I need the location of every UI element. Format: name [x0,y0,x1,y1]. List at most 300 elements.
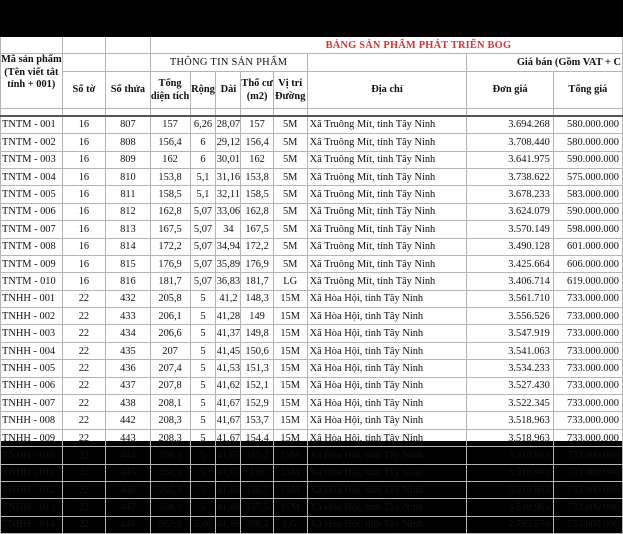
cell-total-area[interactable]: 208,3 [150,481,190,498]
table-row[interactable] [1,360,623,377]
cell-total-price[interactable]: 733.000.000 [553,360,622,377]
cell-residential[interactable]: 149 [241,308,273,325]
cell-location[interactable]: 5M [273,134,307,151]
cell-total-area[interactable]: 262,2 [150,516,190,533]
cell-width[interactable]: 5,07 [190,273,216,290]
cell-address[interactable]: Xã Hòa Hội, tỉnh Tây Ninh [307,290,467,307]
cell-so-to[interactable]: 16 [62,116,106,134]
cell-total-price[interactable]: 733.000.000 [553,325,622,342]
cell-width[interactable]: 5 [190,308,216,325]
table-row[interactable] [1,342,623,359]
cell-length[interactable]: 41,68 [216,481,241,498]
cell-location[interactable]: 15M [273,499,307,516]
header-cell[interactable] [307,54,467,71]
cell-total-price[interactable]: 606.000.000 [553,255,622,272]
header-length[interactable]: Dài [216,71,241,108]
cell-so-to[interactable]: 22 [62,464,106,481]
header-product-code[interactable] [1,54,63,108]
header-cell[interactable] [106,54,150,71]
cell-product-code[interactable]: TNHH - 006 [1,377,63,394]
cell-unit-price[interactable]: 2.795.576 [467,516,553,533]
cell-width[interactable]: 5,07 [190,255,216,272]
gap-cell[interactable] [62,108,106,116]
cell-total-area[interactable]: 167,5 [150,221,190,238]
cell-so-to[interactable]: 16 [62,238,106,255]
gap-cell[interactable] [467,108,553,116]
cell-total-area[interactable]: 153,8 [150,168,190,185]
cell-product-code[interactable]: TNTM - 008 [1,238,63,255]
cell-address[interactable]: Xã Hòa Hội, tỉnh Tây Ninh [307,516,467,533]
cell-address[interactable]: Xã Truông Mít, tỉnh Tây Ninh [307,151,467,168]
cell-unit-price[interactable]: 3.570.149 [467,221,553,238]
cell-address[interactable]: Xã Hòa Hội, tỉnh Tây Ninh [307,308,467,325]
header-cell[interactable] [106,37,150,54]
header-width[interactable]: Rộng [190,71,216,108]
cell-so-to[interactable]: 22 [62,325,106,342]
cell-product-code[interactable]: TNTM - 010 [1,273,63,290]
cell-width[interactable]: 5 [190,342,216,359]
cell-location[interactable]: 15M [273,360,307,377]
cell-residential[interactable]: 158,5 [241,186,273,203]
cell-width[interactable]: 5 [190,412,216,429]
cell-product-code[interactable]: TNHH - 012 [1,481,63,498]
cell-total-price[interactable]: 575.000.000 [553,168,622,185]
cell-address[interactable]: Xã Hòa Hội, tỉnh Tây Ninh [307,447,467,464]
cell-product-code[interactable]: TNTM - 002 [1,134,63,151]
cell-product-code[interactable]: TNTM - 006 [1,203,63,220]
cell-length[interactable]: 31,16 [216,168,241,185]
table-row[interactable] [1,290,623,307]
cell-length[interactable]: 28,07 [216,116,241,134]
cell-total-price[interactable]: 580.000.000 [553,116,622,134]
cell-location[interactable]: 5M [273,238,307,255]
cell-residential[interactable]: 176,9 [241,255,273,272]
cell-address[interactable]: Xã Hòa Hội, tỉnh Tây Ninh [307,464,467,481]
cell-width[interactable]: 5 [190,447,216,464]
cell-width[interactable]: 5,06 [190,516,216,533]
cell-width[interactable]: 5 [190,499,216,516]
cell-residential[interactable]: 157 [241,116,273,134]
cell-so-to[interactable]: 22 [62,290,106,307]
cell-location[interactable]: 5M [273,151,307,168]
cell-location[interactable]: 15M [273,447,307,464]
cell-length[interactable]: 34 [216,221,241,238]
cell-residential[interactable]: 167,5 [241,221,273,238]
cell-total-area[interactable]: 207,4 [150,360,190,377]
table-row[interactable] [1,203,623,220]
cell-unit-price[interactable]: 3.534.233 [467,360,553,377]
cell-so-to[interactable]: 22 [62,429,106,446]
cell-product-code[interactable]: TNTM - 003 [1,151,63,168]
cell-address[interactable]: Xã Truông Mít, tỉnh Tây Ninh [307,134,467,151]
table-row[interactable] [1,134,623,151]
cell-unit-price[interactable]: 3.518.963 [467,464,553,481]
cell-so-to[interactable]: 16 [62,151,106,168]
cell-residential[interactable]: 156,4 [241,134,273,151]
cell-address[interactable]: Xã Truông Mít, tỉnh Tây Ninh [307,238,467,255]
cell-address[interactable]: Xã Hòa Hội, tỉnh Tây Ninh [307,395,467,412]
cell-total-area[interactable]: 208,3 [150,464,190,481]
cell-address[interactable]: Xã Truông Mít, tỉnh Tây Ninh [307,255,467,272]
gap-cell[interactable] [553,108,622,116]
header-cell[interactable] [62,37,106,54]
cell-length[interactable]: 41,69 [216,516,241,533]
table-row[interactable] [1,516,623,533]
cell-width[interactable]: 5,07 [190,203,216,220]
table-row[interactable] [1,377,623,394]
header-cell[interactable] [62,54,106,71]
cell-length[interactable]: 41,2 [216,290,241,307]
cell-product-code[interactable]: TNHH - 005 [1,360,63,377]
cell-so-thua[interactable]: 436 [106,360,150,377]
cell-width[interactable]: 5 [190,464,216,481]
cell-unit-price[interactable]: 3.518.963 [467,429,553,446]
cell-address[interactable]: Xã Hòa Hội, tỉnh Tây Ninh [307,377,467,394]
cell-location[interactable]: 15M [273,429,307,446]
cell-so-thua[interactable]: 808 [106,134,150,151]
cell-product-code[interactable]: TNTM - 005 [1,186,63,203]
header-product-info[interactable]: THÔNG TIN SẢN PHẨM [150,54,307,71]
cell-residential[interactable]: 208,2 [241,516,273,533]
cell-so-to[interactable]: 22 [62,516,106,533]
cell-location[interactable]: 5M [273,116,307,134]
cell-product-code[interactable]: TNTM - 004 [1,168,63,185]
cell-residential[interactable]: 156 [241,464,273,481]
cell-so-to[interactable]: 22 [62,360,106,377]
cell-length[interactable]: 34,94 [216,238,241,255]
cell-so-thua[interactable]: 814 [106,238,150,255]
header-so-thua[interactable]: Số thửa [106,71,150,108]
cell-product-code[interactable]: TNHH - 003 [1,325,63,342]
header-total-price[interactable]: Tổng giá [553,71,622,108]
cell-so-thua[interactable]: 807 [106,116,150,134]
cell-address[interactable]: Xã Truông Mít, tỉnh Tây Ninh [307,221,467,238]
header-cell[interactable] [1,37,63,54]
cell-total-area[interactable]: 206,6 [150,325,190,342]
cell-unit-price[interactable]: 3.518.963 [467,447,553,464]
cell-total-area[interactable]: 208,3 [150,499,190,516]
cell-location[interactable]: 15M [273,290,307,307]
cell-residential[interactable]: 162,8 [241,203,273,220]
table-row[interactable] [1,116,623,134]
cell-so-thua[interactable]: 443 [106,429,150,446]
cell-width[interactable]: 5 [190,325,216,342]
cell-total-price[interactable]: 733.000.000 [553,516,622,533]
header-residential[interactable] [241,71,273,108]
cell-total-price[interactable]: 733.000.000 [553,377,622,394]
cell-width[interactable]: 5 [190,360,216,377]
cell-length[interactable]: 41,28 [216,308,241,325]
cell-residential[interactable]: 154,4 [241,429,273,446]
cell-so-to[interactable]: 22 [62,308,106,325]
cell-width[interactable]: 6 [190,134,216,151]
cell-so-thua[interactable]: 435 [106,342,150,359]
header-location[interactable] [273,71,307,108]
cell-so-to[interactable]: 22 [62,481,106,498]
cell-so-to[interactable]: 16 [62,134,106,151]
table-row[interactable] [1,168,623,185]
table-row[interactable] [1,273,623,290]
cell-so-thua[interactable]: 442 [106,412,150,429]
cell-unit-price[interactable]: 3.624.079 [467,203,553,220]
cell-total-area[interactable]: 157 [150,116,190,134]
cell-length[interactable]: 41,67 [216,395,241,412]
cell-so-thua[interactable]: 810 [106,168,150,185]
cell-so-thua[interactable]: 433 [106,308,150,325]
table-row[interactable] [1,481,623,498]
cell-so-thua[interactable]: 448 [106,516,150,533]
cell-product-code[interactable]: TNHH - 001 [1,290,63,307]
cell-residential[interactable]: 181,7 [241,273,273,290]
cell-product-code[interactable]: TNHH - 008 [1,412,63,429]
table-row[interactable] [1,429,623,446]
cell-so-thua[interactable]: 811 [106,186,150,203]
cell-so-to[interactable]: 22 [62,499,106,516]
cell-width[interactable]: 5 [190,481,216,498]
cell-product-code[interactable]: TNTM - 007 [1,221,63,238]
cell-width[interactable]: 5 [190,429,216,446]
cell-product-code[interactable]: TNHH - 007 [1,395,63,412]
cell-length[interactable]: 33,06 [216,203,241,220]
header-unit-price[interactable]: Đơn giá [467,71,553,108]
cell-residential[interactable]: 162 [241,151,273,168]
table-row[interactable] [1,255,623,272]
cell-width[interactable]: 5 [190,395,216,412]
cell-unit-price[interactable]: 3.561.710 [467,290,553,307]
cell-residential[interactable]: 153,7 [241,412,273,429]
cell-width[interactable]: 6,26 [190,116,216,134]
cell-unit-price[interactable]: 3.738.622 [467,168,553,185]
cell-total-area[interactable]: 205,8 [150,290,190,307]
table-row[interactable] [1,464,623,481]
cell-location[interactable]: 15M [273,464,307,481]
cell-length[interactable]: 41,67 [216,429,241,446]
cell-so-to[interactable]: 16 [62,203,106,220]
cell-width[interactable]: 5,07 [190,238,216,255]
cell-length[interactable]: 41,67 [216,464,241,481]
cell-total-area[interactable]: 158,5 [150,186,190,203]
cell-unit-price[interactable]: 3.518.963 [467,412,553,429]
cell-so-thua[interactable]: 434 [106,325,150,342]
cell-residential[interactable]: 153,8 [241,168,273,185]
cell-total-price[interactable]: 590.000.000 [553,203,622,220]
cell-total-area[interactable]: 176,9 [150,255,190,272]
cell-so-thua[interactable]: 437 [106,377,150,394]
cell-total-price[interactable]: 733.000.000 [553,342,622,359]
cell-residential[interactable]: 150,6 [241,342,273,359]
cell-location[interactable]: 5M [273,168,307,185]
cell-total-area[interactable]: 208,3 [150,429,190,446]
cell-total-area[interactable]: 207 [150,342,190,359]
cell-total-area[interactable]: 162 [150,151,190,168]
cell-so-thua[interactable]: 446 [106,481,150,498]
cell-total-price[interactable]: 733.000.000 [553,429,622,446]
gap-cell[interactable] [106,108,150,116]
cell-total-price[interactable]: 580.000.000 [553,134,622,151]
cell-length[interactable]: 41,69 [216,499,241,516]
cell-total-price[interactable]: 619.000.000 [553,273,622,290]
cell-width[interactable]: 5 [190,377,216,394]
cell-so-to[interactable]: 22 [62,377,106,394]
cell-width[interactable]: 5,1 [190,186,216,203]
cell-product-code[interactable]: TNHH - 013 [1,499,63,516]
header-address[interactable]: Địa chỉ [307,71,467,108]
cell-total-price[interactable]: 601.000.000 [553,238,622,255]
cell-product-code[interactable]: TNHH - 010 [1,447,63,464]
cell-location[interactable]: 15M [273,377,307,394]
table-row[interactable] [1,238,623,255]
cell-product-code[interactable]: TNHH - 014 [1,516,63,533]
cell-total-price[interactable]: 733.000.000 [553,464,622,481]
cell-address[interactable]: Xã Hòa Hội, tỉnh Tây Ninh [307,481,467,498]
cell-unit-price[interactable]: 3.518.963 [467,499,553,516]
cell-length[interactable]: 36,83 [216,273,241,290]
gap-cell[interactable] [1,108,63,116]
cell-location[interactable]: 15M [273,412,307,429]
cell-so-to[interactable]: 22 [62,412,106,429]
cell-location[interactable]: LG [273,516,307,533]
cell-total-price[interactable]: 590.000.000 [553,151,622,168]
cell-total-area[interactable]: 208,3 [150,412,190,429]
cell-address[interactable]: Xã Truông Mít, tỉnh Tây Ninh [307,273,467,290]
cell-width[interactable]: 5,07 [190,221,216,238]
cell-location[interactable]: 5M [273,255,307,272]
cell-total-price[interactable]: 733.000.000 [553,412,622,429]
cell-location[interactable]: 5M [273,221,307,238]
cell-unit-price[interactable]: 3.518.963 [467,481,553,498]
cell-location[interactable]: 5M [273,186,307,203]
table-row[interactable] [1,186,623,203]
cell-unit-price[interactable]: 3.547.919 [467,325,553,342]
cell-unit-price[interactable]: 3.556.526 [467,308,553,325]
cell-location[interactable]: 15M [273,325,307,342]
cell-so-to[interactable]: 16 [62,186,106,203]
cell-total-price[interactable]: 733.000.000 [553,308,622,325]
cell-location[interactable]: LG [273,273,307,290]
cell-product-code[interactable]: TNHH - 011 [1,464,63,481]
gap-cell[interactable] [241,108,273,116]
cell-product-code[interactable]: TNHH - 009 [1,429,63,446]
cell-unit-price[interactable]: 3.708.440 [467,134,553,151]
header-total-area[interactable] [150,71,190,108]
cell-location[interactable]: 15M [273,395,307,412]
cell-so-thua[interactable]: 444 [106,447,150,464]
gap-cell[interactable] [307,108,467,116]
cell-location[interactable]: 15M [273,308,307,325]
cell-so-to[interactable]: 22 [62,447,106,464]
cell-residential[interactable]: 152,9 [241,395,273,412]
cell-length[interactable]: 41,53 [216,360,241,377]
cell-residential[interactable]: 148,3 [241,290,273,307]
cell-length[interactable]: 32,11 [216,186,241,203]
cell-residential[interactable]: 152,1 [241,377,273,394]
cell-total-area[interactable]: 162,8 [150,203,190,220]
table-row[interactable] [1,151,623,168]
cell-length[interactable]: 41,37 [216,325,241,342]
table-row[interactable] [1,499,623,516]
cell-length[interactable]: 30,01 [216,151,241,168]
cell-so-to[interactable]: 16 [62,255,106,272]
cell-length[interactable]: 41,67 [216,447,241,464]
cell-unit-price[interactable]: 3.522.345 [467,395,553,412]
cell-total-price[interactable]: 598.000.000 [553,221,622,238]
cell-total-price[interactable]: 733.000.000 [553,481,622,498]
cell-residential[interactable]: 172,2 [241,238,273,255]
cell-address[interactable]: Xã Truông Mít, tỉnh Tây Ninh [307,116,467,134]
cell-unit-price[interactable]: 3.490.128 [467,238,553,255]
cell-total-price[interactable]: 733.000.000 [553,447,622,464]
cell-address[interactable]: Xã Hòa Hội, tỉnh Tây Ninh [307,429,467,446]
cell-unit-price[interactable]: 3.527.430 [467,377,553,394]
cell-length[interactable]: 41,62 [216,377,241,394]
cell-width[interactable]: 6 [190,151,216,168]
cell-address[interactable]: Xã Hòa Hội, tỉnh Tây Ninh [307,499,467,516]
header-so-to[interactable]: Số tờ [62,71,106,108]
table-row[interactable] [1,325,623,342]
cell-so-thua[interactable]: 816 [106,273,150,290]
cell-address[interactable]: Xã Hòa Hội, tỉnh Tây Ninh [307,412,467,429]
cell-total-price[interactable]: 733.000.000 [553,290,622,307]
cell-total-price[interactable]: 733.000.000 [553,499,622,516]
gap-cell[interactable] [190,108,216,116]
cell-residential[interactable]: 151,3 [241,360,273,377]
cell-unit-price[interactable]: 3.541.063 [467,342,553,359]
cell-product-code[interactable]: TNTM - 001 [1,116,63,134]
gap-cell[interactable] [150,108,190,116]
cell-so-to[interactable]: 16 [62,168,106,185]
cell-total-area[interactable]: 207,8 [150,377,190,394]
table-row[interactable] [1,395,623,412]
cell-location[interactable]: 15M [273,342,307,359]
table-row[interactable] [1,412,623,429]
cell-so-thua[interactable]: 432 [106,290,150,307]
cell-unit-price[interactable]: 3.425.664 [467,255,553,272]
cell-so-to[interactable]: 22 [62,342,106,359]
cell-total-area[interactable]: 208,3 [150,447,190,464]
cell-location[interactable]: 15M [273,481,307,498]
cell-so-to[interactable]: 16 [62,273,106,290]
table-row[interactable] [1,221,623,238]
cell-total-area[interactable]: 208,1 [150,395,190,412]
cell-so-thua[interactable]: 812 [106,203,150,220]
cell-address[interactable]: Xã Hòa Hội, tỉnh Tây Ninh [307,342,467,359]
cell-length[interactable]: 35,89 [216,255,241,272]
cell-residential[interactable]: 156,7 [241,481,273,498]
cell-so-to[interactable]: 16 [62,221,106,238]
cell-width[interactable]: 5,1 [190,168,216,185]
cell-so-thua[interactable]: 813 [106,221,150,238]
cell-address[interactable]: Xã Truông Mít, tỉnh Tây Ninh [307,186,467,203]
cell-width[interactable]: 5 [190,290,216,307]
cell-unit-price[interactable]: 3.406.714 [467,273,553,290]
header-price-group[interactable]: Giá bán (Gồm VAT + C [467,54,623,71]
cell-length[interactable]: 41,45 [216,342,241,359]
cell-product-code[interactable]: TNHH - 002 [1,308,63,325]
cell-so-thua[interactable]: 447 [106,499,150,516]
cell-total-area[interactable]: 181,7 [150,273,190,290]
cell-so-thua[interactable]: 438 [106,395,150,412]
cell-length[interactable]: 29,12 [216,134,241,151]
table-title[interactable]: BẢNG SẢN PHẨM PHÁT TRIỂN BOG [150,37,622,54]
cell-total-area[interactable]: 156,4 [150,134,190,151]
cell-address[interactable]: Xã Truông Mít, tỉnh Tây Ninh [307,203,467,220]
cell-total-price[interactable]: 733.000.000 [553,395,622,412]
cell-so-thua[interactable]: 809 [106,151,150,168]
cell-residential[interactable]: 155,2 [241,447,273,464]
cell-unit-price[interactable]: 3.678.233 [467,186,553,203]
cell-address[interactable]: Xã Truông Mít, tỉnh Tây Ninh [307,168,467,185]
cell-so-thua[interactable]: 445 [106,464,150,481]
